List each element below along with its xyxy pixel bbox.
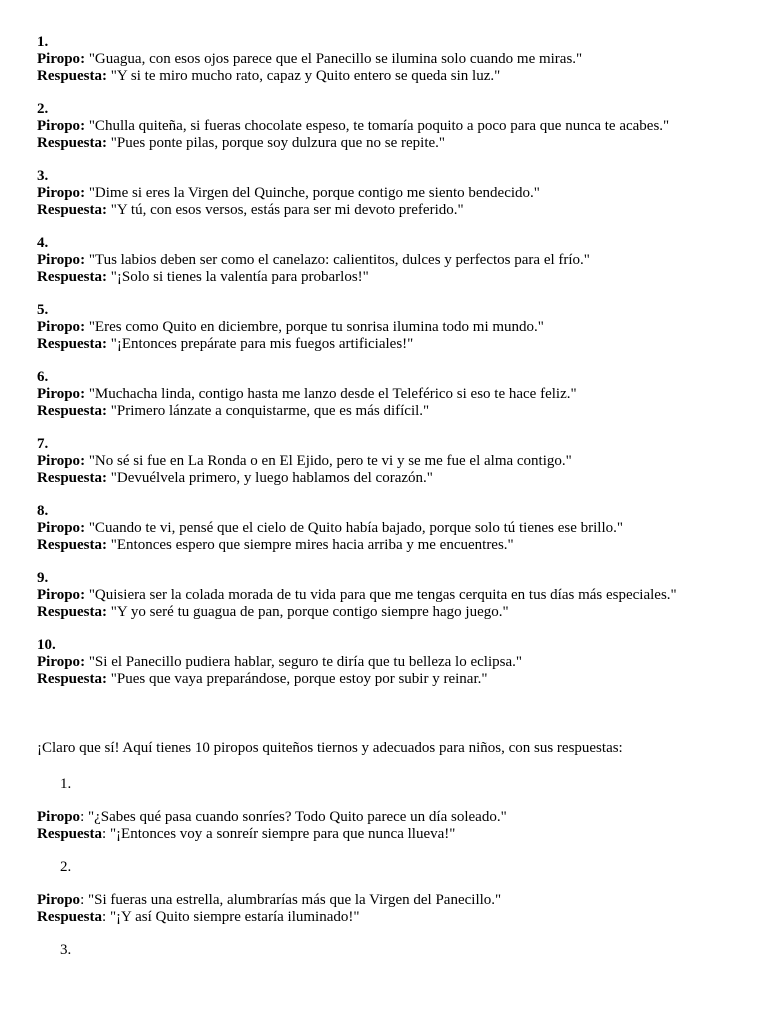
respuesta-label: Respuesta <box>37 671 103 687</box>
respuesta-line: Respuesta: "Pues ponte pilas, porque soy dulzura que no se repite." <box>37 135 446 151</box>
respuesta-text: "Primero lánzate a conquistarme, que es más difícil." <box>110 403 430 419</box>
list-number: 2. <box>60 859 72 875</box>
piropo-label: Piropo <box>37 520 81 536</box>
respuesta-line: Respuesta: "¡Entonces voy a sonreír siempre para que nunca llueva!" <box>37 826 456 842</box>
piropo-text: "Si fueras una estrella, alumbrarías más que la Virgen del Panecillo." <box>87 892 502 908</box>
respuesta-text: "¡Entonces voy a sonreír siempre para que nunca llueva!" <box>109 826 456 842</box>
piropo-entry-2 <box>37 101 737 152</box>
list-number: 1. <box>60 776 72 792</box>
respuesta-line: Respuesta: "¡Y así Quito siempre estaría iluminado!" <box>37 909 360 925</box>
piropo-line: Piropo: "Quisiera ser la colada morada de tu vida para que me tengas cerquita en tus días más especiales." <box>37 587 677 603</box>
respuesta-text: "¡Entonces prepárate para mis fuegos artificiales!" <box>110 336 414 352</box>
respuesta-text: "Y si te miro mucho rato, capaz y Quito entero se queda sin luz." <box>110 68 501 84</box>
respuesta-label: Respuesta <box>37 826 103 842</box>
piropo-text: "Quisiera ser la colada morada de tu vida para que me tengas cerquita en tus días más especiales." <box>88 587 677 603</box>
respuesta-line: Respuesta: "Y si te miro mucho rato, capaz y Quito entero se queda sin luz." <box>37 68 501 84</box>
piropo-line: Piropo: "Muchacha linda, contigo hasta me lanzo desde el Teleférico si eso te hace feliz." <box>37 386 577 402</box>
piropo-text: "Si el Panecillo pudiera hablar, seguro te diría que tu belleza lo eclipsa." <box>88 654 522 670</box>
piropo-label: Piropo <box>37 386 81 402</box>
adult-piropos-list <box>37 34 737 704</box>
entry-number: 3. <box>37 168 49 184</box>
piropo-text: "¿Sabes qué pasa cuando sonríes? Todo Quito parece un día soleado." <box>87 809 507 825</box>
piropo-label: Piropo <box>37 892 81 908</box>
entry-number: 10. <box>37 637 56 653</box>
respuesta-text: "Pues ponte pilas, porque soy dulzura que no se repite." <box>110 135 446 151</box>
kids-piropos-list <box>37 776 737 959</box>
piropo-line: Piropo: "Tus labios deben ser como el canelazo: calientitos, dulces y perfectos para el frío." <box>37 252 590 268</box>
piropo-label: Piropo <box>37 587 81 603</box>
piropo-line: Piropo: "No sé si fue en La Ronda o en El Ejido, pero te vi y se me fue el alma contigo." <box>37 453 572 469</box>
respuesta-label: Respuesta <box>37 909 103 925</box>
entry-number: 7. <box>37 436 49 452</box>
respuesta-text: "Y yo seré tu guagua de pan, porque contigo siempre hago juego." <box>110 604 509 620</box>
respuesta-label: Respuesta <box>37 403 103 419</box>
piropo-text: "Chulla quiteña, si fueras chocolate espeso, te tomaría poquito a poco para que nunca te acabes." <box>88 118 670 134</box>
piropo-text: "Tus labios deben ser como el canelazo: calientitos, dulces y perfectos para el frío." <box>88 252 590 268</box>
kids-intro-paragraph: ¡Claro que sí! Aquí tienes 10 piropos quiteños tiernos y adecuados para niños, con sus respuestas: <box>37 740 623 756</box>
piropo-label: Piropo <box>37 185 81 201</box>
piropo-label: Piropo <box>37 51 81 67</box>
entry-number: 8. <box>37 503 49 519</box>
respuesta-label: Respuesta <box>37 470 103 486</box>
piropo-entry-1 <box>37 34 737 85</box>
piropo-entry-6 <box>37 369 737 420</box>
piropo-entry-7 <box>37 436 737 487</box>
respuesta-label: Respuesta <box>37 135 103 151</box>
piropo-text: "Guagua, con esos ojos parece que el Panecillo se ilumina solo cuando me miras." <box>88 51 583 67</box>
entry-number: 6. <box>37 369 49 385</box>
respuesta-text: "Y tú, con esos versos, estás para ser mi devoto preferido." <box>110 202 464 218</box>
piropo-label: Piropo <box>37 654 81 670</box>
respuesta-label: Respuesta <box>37 269 103 285</box>
piropo-line: Piropo: "Si el Panecillo pudiera hablar, seguro te diría que tu belleza lo eclipsa." <box>37 654 522 670</box>
kids-piropo-entry-1 <box>37 809 737 843</box>
piropo-line: Piropo: "Cuando te vi, pensé que el cielo de Quito había bajado, porque solo tú tienes ese brillo." <box>37 520 624 536</box>
piropo-entry-10 <box>37 637 737 688</box>
respuesta-text: "¡Y así Quito siempre estaría iluminado!" <box>109 909 360 925</box>
piropo-line: Piropo: "Eres como Quito en diciembre, porque tu sonrisa ilumina todo mi mundo." <box>37 319 544 335</box>
piropo-text: "Muchacha linda, contigo hasta me lanzo desde el Teleférico si eso te hace feliz." <box>88 386 577 402</box>
respuesta-text: "Devuélvela primero, y luego hablamos del corazón." <box>110 470 433 486</box>
piropo-entry-4 <box>37 235 737 286</box>
respuesta-line: Respuesta: "Y yo seré tu guagua de pan, porque contigo siempre hago juego." <box>37 604 509 620</box>
respuesta-label: Respuesta <box>37 336 103 352</box>
piropo-entry-9 <box>37 570 737 621</box>
piropo-entry-5 <box>37 302 737 353</box>
respuesta-line: Respuesta: "¡Entonces prepárate para mis fuegos artificiales!" <box>37 336 414 352</box>
respuesta-label: Respuesta <box>37 202 103 218</box>
respuesta-text: "Entonces espero que siempre mires hacia arriba y me encuentres." <box>110 537 514 553</box>
piropo-label: Piropo <box>37 118 81 134</box>
piropo-line: Piropo: "Guagua, con esos ojos parece que el Panecillo se ilumina solo cuando me miras." <box>37 51 583 67</box>
piropo-label: Piropo <box>37 809 81 825</box>
piropo-entry-8 <box>37 503 737 554</box>
entry-number: 9. <box>37 570 49 586</box>
respuesta-line: Respuesta: "Pues que vaya preparándose, porque estoy por subir y reinar." <box>37 671 488 687</box>
respuesta-line: Respuesta: "Devuélvela primero, y luego hablamos del corazón." <box>37 470 433 486</box>
respuesta-line: Respuesta: "¡Solo si tienes la valentía para probarlos!" <box>37 269 369 285</box>
entry-number: 2. <box>37 101 49 117</box>
piropo-entry-3 <box>37 168 737 219</box>
piropo-text: "Cuando te vi, pensé que el cielo de Quito había bajado, porque solo tú tienes ese brillo." <box>88 520 624 536</box>
respuesta-text: "¡Solo si tienes la valentía para probarlos!" <box>110 269 369 285</box>
respuesta-label: Respuesta <box>37 604 103 620</box>
entry-number: 5. <box>37 302 49 318</box>
piropo-label: Piropo <box>37 453 81 469</box>
entry-number: 1. <box>37 34 49 50</box>
respuesta-label: Respuesta <box>37 537 103 553</box>
piropo-label: Piropo <box>37 319 81 335</box>
piropo-text: "Eres como Quito en diciembre, porque tu sonrisa ilumina todo mi mundo." <box>88 319 544 335</box>
piropo-line: Piropo: "Si fueras una estrella, alumbrarías más que la Virgen del Panecillo." <box>37 892 502 908</box>
piropo-text: "No sé si fue en La Ronda o en El Ejido, pero te vi y se me fue el alma contigo." <box>88 453 572 469</box>
piropo-line: Piropo: "Chulla quiteña, si fueras chocolate espeso, te tomaría poquito a poco para que nunca te acabes." <box>37 118 670 134</box>
piropo-line: Piropo: "Dime si eres la Virgen del Quinche, porque contigo me siento bendecido." <box>37 185 540 201</box>
respuesta-line: Respuesta: "Entonces espero que siempre mires hacia arriba y me encuentres." <box>37 537 514 553</box>
respuesta-text: "Pues que vaya preparándose, porque estoy por subir y reinar." <box>110 671 488 687</box>
kids-piropo-entry-2 <box>37 892 737 926</box>
respuesta-line: Respuesta: "Primero lánzate a conquistarme, que es más difícil." <box>37 403 430 419</box>
piropo-line: Piropo: "¿Sabes qué pasa cuando sonríes? Todo Quito parece un día soleado." <box>37 809 507 825</box>
respuesta-label: Respuesta <box>37 68 103 84</box>
piropo-label: Piropo <box>37 252 81 268</box>
piropo-text: "Dime si eres la Virgen del Quinche, porque contigo me siento bendecido." <box>88 185 540 201</box>
respuesta-line: Respuesta: "Y tú, con esos versos, estás para ser mi devoto preferido." <box>37 202 464 218</box>
list-number: 3. <box>60 942 72 958</box>
entry-number: 4. <box>37 235 49 251</box>
